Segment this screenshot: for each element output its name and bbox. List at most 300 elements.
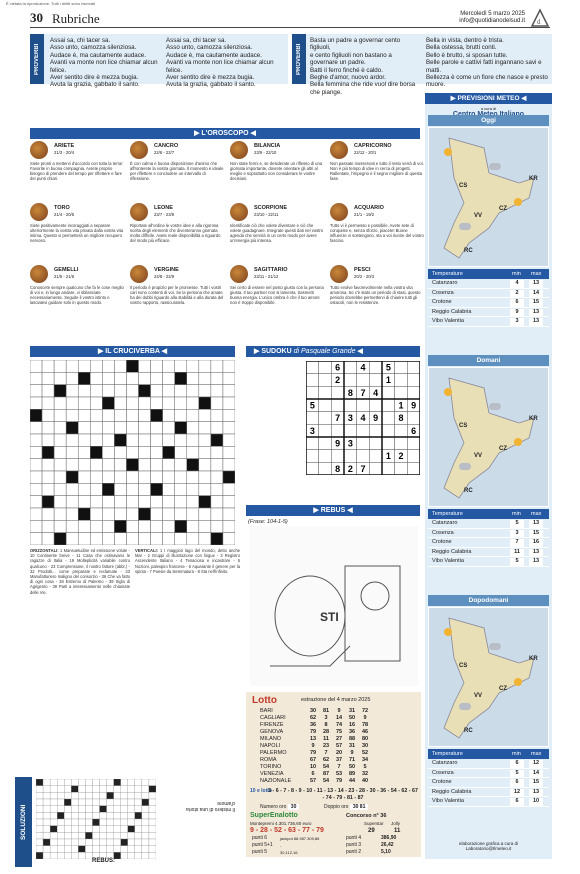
crossword-cell[interactable] — [175, 385, 187, 397]
sudoku-cell[interactable] — [395, 361, 408, 374]
crossword-cell[interactable] — [114, 385, 126, 397]
crossword-cell[interactable] — [42, 397, 54, 409]
newspaper-logo-icon — [530, 8, 550, 28]
crossword-cell[interactable] — [90, 397, 102, 409]
crossword-cell[interactable] — [163, 434, 175, 446]
crossword-cell[interactable] — [54, 434, 66, 446]
crossword-cell[interactable] — [139, 409, 151, 421]
crossword-cell[interactable] — [223, 533, 235, 545]
crossword-cell[interactable] — [30, 459, 42, 471]
crossword-cell[interactable] — [223, 360, 235, 372]
crossword-cell[interactable] — [102, 372, 114, 384]
crossword-cell[interactable] — [78, 360, 90, 372]
sudoku-cell[interactable] — [407, 374, 420, 387]
crossword-cell[interactable] — [90, 434, 102, 446]
crossword-cell[interactable] — [42, 360, 54, 372]
solution-cell — [149, 852, 156, 859]
crossword-cell[interactable] — [151, 508, 163, 520]
crossword-cell[interactable] — [102, 533, 114, 545]
crossword-cell[interactable] — [139, 483, 151, 495]
crossword-cell[interactable] — [54, 372, 66, 384]
crossword-cell[interactable] — [199, 446, 211, 458]
crossword-cell[interactable] — [90, 360, 102, 372]
crossword-cell[interactable] — [126, 434, 138, 446]
crossword-cell[interactable] — [30, 483, 42, 495]
sudoku-cell[interactable] — [407, 412, 420, 425]
crossword-cell[interactable] — [114, 459, 126, 471]
sudoku-cell[interactable] — [331, 399, 344, 412]
crossword-cell[interactable] — [151, 434, 163, 446]
crossword-cell[interactable] — [211, 397, 223, 409]
crossword-cell[interactable] — [54, 496, 66, 508]
crossword-cell[interactable] — [139, 397, 151, 409]
crossword-cell[interactable] — [114, 409, 126, 421]
sudoku-cell[interactable] — [319, 374, 332, 387]
sudoku-cell[interactable] — [319, 386, 332, 399]
sudoku-cell[interactable] — [395, 374, 408, 387]
crossword-cell[interactable] — [187, 372, 199, 384]
sudoku-cell[interactable] — [369, 374, 382, 387]
crossword-cell[interactable] — [54, 446, 66, 458]
crossword-cell[interactable] — [151, 496, 163, 508]
crossword-cell[interactable] — [211, 372, 223, 384]
crossword-cell[interactable] — [66, 446, 78, 458]
crossword-cell[interactable] — [151, 459, 163, 471]
crossword-cell[interactable] — [163, 459, 175, 471]
sudoku-cell[interactable] — [382, 399, 395, 412]
crossword-cell[interactable] — [30, 397, 42, 409]
crossword-cell[interactable] — [211, 508, 223, 520]
crossword-cell[interactable] — [66, 459, 78, 471]
crossword-cell[interactable] — [42, 533, 54, 545]
crossword-cell[interactable] — [187, 520, 199, 532]
crossword-cell[interactable] — [54, 360, 66, 372]
crossword-cell[interactable] — [175, 360, 187, 372]
sudoku-cell[interactable] — [319, 462, 332, 475]
crossword-cell[interactable] — [102, 520, 114, 532]
crossword-cell[interactable] — [30, 508, 42, 520]
solution-cell — [78, 826, 85, 833]
sudoku-cell[interactable] — [382, 462, 395, 475]
solution-cell — [50, 846, 57, 853]
crossword-cell[interactable] — [163, 409, 175, 421]
sudoku-cell[interactable] — [407, 450, 420, 463]
crossword-cell[interactable] — [90, 409, 102, 421]
crossword-cell[interactable] — [211, 360, 223, 372]
crossword-cell[interactable] — [78, 385, 90, 397]
crossword-cell[interactable] — [78, 496, 90, 508]
crossword-cell[interactable] — [54, 409, 66, 421]
solution-cell — [107, 806, 114, 813]
crossword-cell[interactable] — [114, 508, 126, 520]
crossword-cell[interactable] — [199, 409, 211, 421]
crossword-cell[interactable] — [187, 397, 199, 409]
crossword-black-cell — [163, 446, 175, 458]
crossword-cell[interactable] — [114, 471, 126, 483]
sun-icon — [514, 438, 522, 446]
sudoku-cell[interactable] — [344, 361, 357, 374]
crossword-cell[interactable] — [187, 385, 199, 397]
sudoku-cell[interactable] — [344, 424, 357, 437]
crossword-cell[interactable] — [66, 372, 78, 384]
crossword-cell[interactable] — [114, 483, 126, 495]
crossword-cell[interactable] — [175, 471, 187, 483]
crossword-cell[interactable] — [223, 508, 235, 520]
crossword-cell[interactable] — [66, 397, 78, 409]
crossword-cell[interactable] — [175, 446, 187, 458]
crossword-cell[interactable] — [90, 508, 102, 520]
sudoku-cell[interactable] — [357, 399, 370, 412]
sudoku-cell[interactable] — [306, 374, 319, 387]
sudoku-cell[interactable] — [407, 437, 420, 450]
sudoku-cell[interactable] — [319, 437, 332, 450]
crossword-cell[interactable] — [30, 422, 42, 434]
sudoku-cell[interactable] — [344, 450, 357, 463]
crossword-cell[interactable] — [30, 496, 42, 508]
crossword-cell[interactable] — [211, 446, 223, 458]
sudoku-cell[interactable] — [407, 462, 420, 475]
crossword-cell[interactable] — [90, 520, 102, 532]
sudoku-cell[interactable] — [382, 437, 395, 450]
sudoku-cell[interactable] — [306, 450, 319, 463]
crossword-cell[interactable] — [42, 459, 54, 471]
crossword-cell[interactable] — [126, 372, 138, 384]
crossword-cell[interactable] — [151, 422, 163, 434]
crossword-cell[interactable] — [139, 471, 151, 483]
sudoku-cell[interactable] — [369, 462, 382, 475]
doppio-oro: Doppio oro 30 81 — [324, 804, 368, 810]
sudoku-cell[interactable] — [306, 462, 319, 475]
sudoku-cell[interactable] — [306, 386, 319, 399]
crossword-cell[interactable] — [223, 459, 235, 471]
crossword-cell[interactable] — [90, 533, 102, 545]
crossword-cell[interactable] — [114, 397, 126, 409]
crossword-cell[interactable] — [114, 496, 126, 508]
crossword-cell[interactable] — [211, 459, 223, 471]
sudoku-cell[interactable] — [395, 386, 408, 399]
crossword-cell[interactable] — [211, 422, 223, 434]
crossword-cell[interactable] — [102, 385, 114, 397]
crossword-cell[interactable] — [199, 508, 211, 520]
crossword-cell[interactable] — [223, 520, 235, 532]
sudoku-cell[interactable] — [357, 374, 370, 387]
crossword-cell[interactable] — [42, 483, 54, 495]
sudoku-cell[interactable] — [382, 424, 395, 437]
crossword-cell[interactable] — [90, 422, 102, 434]
crossword-cell[interactable] — [187, 360, 199, 372]
crossword-cell[interactable] — [139, 459, 151, 471]
crossword-cell[interactable] — [175, 533, 187, 545]
crossword-cell[interactable] — [102, 459, 114, 471]
crossword-cell[interactable] — [139, 372, 151, 384]
crossword-cell[interactable] — [163, 496, 175, 508]
sudoku-cell[interactable] — [407, 386, 420, 399]
crossword-cell[interactable] — [78, 533, 90, 545]
sudoku-cell[interactable] — [331, 424, 344, 437]
crossword-cell[interactable] — [223, 434, 235, 446]
crossword-cell[interactable] — [126, 409, 138, 421]
sudoku-cell[interactable] — [382, 386, 395, 399]
crossword-cell[interactable] — [90, 385, 102, 397]
crossword-cell[interactable] — [78, 483, 90, 495]
crossword-cell[interactable] — [66, 520, 78, 532]
crossword-cell[interactable] — [54, 520, 66, 532]
crossword-cell[interactable] — [163, 360, 175, 372]
sudoku-cell[interactable] — [331, 450, 344, 463]
solution-cell — [36, 786, 43, 793]
crossword-cell[interactable] — [30, 471, 42, 483]
crossword-cell[interactable] — [78, 459, 90, 471]
crossword-cell[interactable] — [114, 360, 126, 372]
crossword-cell[interactable] — [151, 385, 163, 397]
crossword-cell[interactable] — [151, 397, 163, 409]
rebus-solution-label: REBUS: — [92, 858, 116, 864]
crossword-cell[interactable] — [30, 520, 42, 532]
crossword-cell[interactable] — [126, 496, 138, 508]
crossword-cell[interactable] — [54, 471, 66, 483]
crossword-cell[interactable] — [199, 520, 211, 532]
crossword-cell[interactable] — [139, 533, 151, 545]
crossword-cell[interactable] — [42, 508, 54, 520]
crossword-cell[interactable] — [66, 360, 78, 372]
crossword-cell[interactable] — [187, 446, 199, 458]
crossword-cell[interactable] — [30, 372, 42, 384]
crossword-cell[interactable] — [102, 434, 114, 446]
crossword-cell[interactable] — [211, 520, 223, 532]
crossword-cell[interactable] — [151, 446, 163, 458]
crossword-cell[interactable] — [126, 520, 138, 532]
crossword-cell[interactable] — [163, 520, 175, 532]
sudoku-cell[interactable] — [319, 424, 332, 437]
crossword-cell[interactable] — [187, 422, 199, 434]
crossword-cell[interactable] — [139, 520, 151, 532]
crossword-cell[interactable] — [187, 533, 199, 545]
crossword-cell[interactable] — [163, 397, 175, 409]
solution-cell — [149, 819, 156, 826]
crossword-cell[interactable] — [223, 483, 235, 495]
solution-cell — [57, 832, 64, 839]
crossword-cell[interactable] — [151, 520, 163, 532]
sudoku-cell[interactable] — [306, 412, 319, 425]
solution-cell — [85, 799, 92, 806]
lotto-wheel-row: ROMA 67 62 37 71 34 — [260, 757, 369, 763]
crossword-cell[interactable] — [102, 360, 114, 372]
crossword-cell[interactable] — [211, 496, 223, 508]
sudoku-cell[interactable] — [319, 361, 332, 374]
sudoku-cell[interactable] — [369, 437, 382, 450]
crossword-cell[interactable] — [223, 372, 235, 384]
lotto-wheel-row: CAGLIARI 62 3 14 50 9 — [260, 715, 367, 721]
crossword-cell[interactable] — [199, 483, 211, 495]
sudoku-cell[interactable] — [319, 399, 332, 412]
crossword-cell[interactable] — [90, 496, 102, 508]
crossword-cell[interactable] — [42, 422, 54, 434]
crossword-cell[interactable] — [211, 409, 223, 421]
crossword-cell[interactable] — [151, 533, 163, 545]
sudoku-cell[interactable] — [369, 450, 382, 463]
crossword-cell[interactable] — [139, 446, 151, 458]
crossword-cell[interactable] — [175, 434, 187, 446]
crossword-cell[interactable] — [223, 446, 235, 458]
crossword-cell[interactable] — [102, 508, 114, 520]
crossword-cell[interactable] — [199, 471, 211, 483]
crossword-cell[interactable] — [163, 372, 175, 384]
crossword-cell[interactable] — [211, 471, 223, 483]
crossword-cell[interactable] — [78, 422, 90, 434]
crossword-cell[interactable] — [102, 422, 114, 434]
crossword-cell[interactable] — [151, 471, 163, 483]
crossword-cell[interactable] — [78, 434, 90, 446]
crossword-cell[interactable] — [211, 483, 223, 495]
sudoku-cell[interactable] — [344, 399, 357, 412]
crossword-cell[interactable] — [187, 483, 199, 495]
crossword-cell[interactable] — [126, 508, 138, 520]
crossword-cell[interactable] — [102, 446, 114, 458]
crossword-cell[interactable] — [102, 496, 114, 508]
sudoku-cell[interactable] — [319, 412, 332, 425]
crossword-cell[interactable] — [42, 471, 54, 483]
sudoku-cell[interactable] — [357, 437, 370, 450]
crossword-cell[interactable] — [163, 533, 175, 545]
sudoku-cell[interactable] — [306, 361, 319, 374]
crossword-cell[interactable] — [175, 483, 187, 495]
crossword-cell[interactable] — [126, 385, 138, 397]
crossword-cell[interactable] — [90, 459, 102, 471]
crossword-cell[interactable] — [187, 434, 199, 446]
crossword-cell[interactable] — [151, 372, 163, 384]
crossword-cell[interactable] — [187, 409, 199, 421]
sudoku-cell[interactable] — [357, 450, 370, 463]
crossword-cell[interactable] — [139, 360, 151, 372]
crossword-cell[interactable] — [126, 483, 138, 495]
crossword-cell[interactable] — [54, 483, 66, 495]
crossword-cell[interactable] — [78, 409, 90, 421]
crossword-cell[interactable] — [223, 496, 235, 508]
crossword-cell[interactable] — [78, 520, 90, 532]
sudoku-cell[interactable] — [382, 412, 395, 425]
crossword-cell[interactable] — [126, 471, 138, 483]
crossword-cell[interactable] — [78, 397, 90, 409]
crossword-cell[interactable] — [102, 471, 114, 483]
crossword-cell[interactable] — [30, 533, 42, 545]
crossword-cell[interactable] — [151, 360, 163, 372]
sudoku-cell[interactable] — [319, 450, 332, 463]
crossword-cell[interactable] — [102, 409, 114, 421]
crossword-cell[interactable] — [114, 533, 126, 545]
crossword-cell[interactable] — [211, 385, 223, 397]
crossword-cell[interactable] — [54, 459, 66, 471]
crossword-cell[interactable] — [114, 422, 126, 434]
crossword-cell[interactable] — [175, 459, 187, 471]
crossword-cell[interactable] — [199, 533, 211, 545]
crossword-cell[interactable] — [126, 422, 138, 434]
crossword-cell[interactable] — [66, 496, 78, 508]
crossword-cell[interactable] — [223, 385, 235, 397]
sudoku-cell[interactable] — [331, 386, 344, 399]
crossword-cell[interactable] — [199, 372, 211, 384]
sudoku-cell[interactable] — [369, 361, 382, 374]
sudoku-cell[interactable] — [395, 437, 408, 450]
crossword-cell[interactable] — [66, 483, 78, 495]
crossword-cell[interactable] — [30, 434, 42, 446]
sudoku-cell[interactable] — [306, 437, 319, 450]
sudoku-cell[interactable] — [369, 424, 382, 437]
sudoku-cell[interactable] — [369, 399, 382, 412]
crossword-cell[interactable] — [223, 422, 235, 434]
crossword-cell[interactable] — [126, 397, 138, 409]
crossword-cell[interactable] — [223, 397, 235, 409]
crossword-cell[interactable] — [199, 385, 211, 397]
crossword-cell[interactable] — [114, 372, 126, 384]
crossword-cell[interactable] — [42, 409, 54, 421]
crossword-cell[interactable] — [163, 508, 175, 520]
sudoku-cell[interactable] — [344, 374, 357, 387]
crossword-cell[interactable] — [139, 496, 151, 508]
crossword-cell[interactable] — [42, 520, 54, 532]
crossword-cell[interactable] — [223, 409, 235, 421]
crossword-cell[interactable] — [175, 496, 187, 508]
crossword-cell[interactable] — [175, 397, 187, 409]
crossword-cell[interactable] — [42, 372, 54, 384]
crossword-cell[interactable] — [66, 409, 78, 421]
crossword-cell[interactable] — [199, 422, 211, 434]
crossword-cell[interactable] — [126, 446, 138, 458]
crossword-cell[interactable] — [139, 422, 151, 434]
crossword-cell[interactable] — [126, 533, 138, 545]
crossword-cell[interactable] — [66, 434, 78, 446]
crossword-cell[interactable] — [90, 483, 102, 495]
crossword-cell[interactable] — [114, 446, 126, 458]
sudoku-cell[interactable] — [395, 424, 408, 437]
crossword-cell[interactable] — [163, 471, 175, 483]
crossword-cell[interactable] — [42, 434, 54, 446]
sudoku-grid[interactable] — [306, 361, 420, 475]
crossword-cell[interactable] — [90, 372, 102, 384]
solution-cell — [107, 799, 114, 806]
crossword-cell[interactable] — [163, 385, 175, 397]
crossword-cell[interactable] — [42, 385, 54, 397]
crossword-cell[interactable] — [187, 471, 199, 483]
crossword-cell[interactable] — [199, 360, 211, 372]
crossword-cell[interactable] — [199, 434, 211, 446]
crossword-cell[interactable] — [66, 508, 78, 520]
crossword-cell[interactable] — [90, 471, 102, 483]
sudoku-cell[interactable] — [395, 462, 408, 475]
crossword-grid[interactable] — [30, 360, 235, 545]
crossword-cell[interactable] — [187, 496, 199, 508]
crossword-cell[interactable] — [66, 385, 78, 397]
crossword-cell[interactable] — [30, 360, 42, 372]
crossword-cell[interactable] — [66, 533, 78, 545]
solution-cell — [85, 846, 92, 853]
sudoku-cell[interactable] — [407, 361, 420, 374]
crossword-cell[interactable] — [139, 434, 151, 446]
crossword-cell[interactable] — [175, 508, 187, 520]
crossword-cell[interactable] — [54, 508, 66, 520]
crossword-cell[interactable] — [78, 471, 90, 483]
sudoku-cell[interactable] — [357, 424, 370, 437]
crossword-cell[interactable] — [54, 422, 66, 434]
crossword-cell[interactable] — [175, 409, 187, 421]
crossword-cell[interactable] — [163, 422, 175, 434]
crossword-cell[interactable] — [199, 459, 211, 471]
crossword-cell[interactable] — [30, 385, 42, 397]
crossword-cell[interactable] — [54, 397, 66, 409]
crossword-cell[interactable] — [163, 483, 175, 495]
crossword-cell[interactable] — [78, 446, 90, 458]
crossword-cell[interactable] — [30, 446, 42, 458]
crossword-cell[interactable] — [187, 508, 199, 520]
